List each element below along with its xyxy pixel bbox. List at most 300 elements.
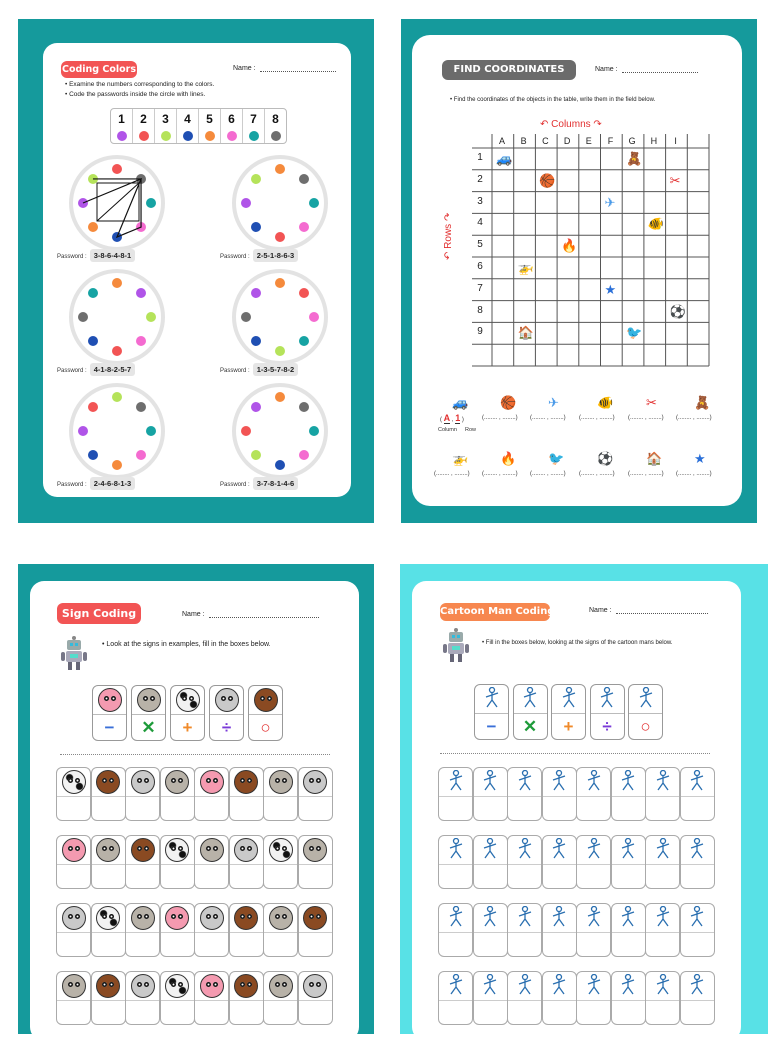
answer-box[interactable]	[263, 971, 298, 1025]
instructions	[65, 80, 214, 100]
airplane-icon: ✈	[604, 194, 616, 210]
answer-box[interactable]	[229, 971, 264, 1025]
stick-man-icon	[481, 906, 499, 931]
cow-icon	[62, 770, 86, 794]
sign-key-man	[629, 685, 662, 714]
answer-box[interactable]	[125, 971, 160, 1025]
color-circle[interactable]	[232, 383, 328, 479]
password-value: 4-1-8-2-5-7	[90, 363, 136, 376]
answer-box[interactable]	[160, 767, 195, 821]
color-dot	[78, 312, 88, 322]
pig-icon	[200, 770, 224, 794]
row-header: 7	[477, 282, 483, 294]
instruction-line: • Fill in the boxes below, looking at the signs of the cartoon mans below.	[482, 638, 673, 648]
color-dot	[241, 198, 251, 208]
page-title: FIND COORDINATES	[442, 60, 576, 80]
color-dot	[88, 288, 98, 298]
stick-man-icon	[598, 687, 616, 712]
password-caption: Password :	[57, 482, 87, 488]
sheep-icon	[131, 974, 155, 998]
divider	[60, 754, 330, 755]
sign-key-animal	[210, 686, 243, 715]
teddy-bear-icon: 🧸	[626, 151, 643, 166]
answer-man	[474, 836, 507, 865]
stick-man-icon	[637, 687, 655, 712]
color-dot	[241, 312, 251, 322]
instruction	[450, 95, 655, 105]
stick-man-icon	[654, 838, 672, 863]
answer-box[interactable]	[91, 971, 126, 1025]
answer-animal	[57, 904, 90, 933]
answer-box[interactable]	[263, 903, 298, 957]
answer-box[interactable]	[473, 971, 508, 1025]
key-number: 7	[250, 111, 257, 126]
sign-key-man	[475, 685, 508, 714]
column-header: B	[520, 136, 527, 146]
coordinate-blank[interactable]: (........ , ........)	[628, 415, 664, 421]
color-circle[interactable]	[69, 269, 165, 365]
password-value: 2-5-1-8-6-3	[253, 249, 299, 262]
car-icon: 🚙	[452, 395, 469, 410]
coordinate-blank[interactable]: (........ , ........)	[579, 471, 615, 477]
instruction	[482, 638, 673, 648]
answer-man	[543, 768, 576, 797]
key-number: 4	[184, 111, 191, 126]
bull-icon	[234, 906, 258, 930]
answer-box[interactable]	[473, 835, 508, 889]
stick-man-icon	[619, 770, 637, 795]
password-value: 3-7-8-1-4-6	[253, 477, 299, 490]
stick-man-icon	[688, 770, 706, 795]
answer-man	[474, 972, 507, 1001]
answer-box[interactable]	[576, 835, 611, 889]
sign-symbol: +	[563, 717, 574, 736]
color-circle[interactable]	[232, 269, 328, 365]
answer-box[interactable]	[229, 835, 264, 889]
password-caption: Password :	[220, 368, 250, 374]
sign-key-box	[590, 684, 625, 740]
answer-box[interactable]	[611, 835, 646, 889]
color-dot	[299, 402, 309, 412]
answer-animal	[126, 904, 159, 933]
answer-man	[543, 972, 576, 1001]
bull-icon	[234, 770, 258, 794]
key-color-dot	[161, 131, 171, 141]
row-header: 1	[477, 152, 483, 163]
sign-key-box	[92, 685, 127, 741]
stick-man-icon	[516, 838, 534, 863]
stick-man-icon	[481, 974, 499, 999]
color-dot	[112, 278, 122, 288]
instruction-line: • Code the passwords inside the circle with lines.	[65, 90, 214, 100]
starfish-icon: ★	[694, 451, 706, 466]
row-header: 8	[477, 304, 483, 316]
sign-key-box	[209, 685, 244, 741]
stick-man-icon	[654, 770, 672, 795]
password-value: 3-8-6-4-8-1	[90, 249, 136, 262]
answer-box[interactable]	[680, 903, 715, 957]
car-icon: 🚙	[496, 151, 513, 166]
column-header: A	[498, 136, 505, 146]
bull-icon	[234, 974, 258, 998]
answer-box[interactable]	[91, 835, 126, 889]
key-color-dot	[271, 131, 281, 141]
sign-key-box	[131, 685, 166, 741]
answer-box[interactable]	[298, 971, 333, 1025]
answer-box[interactable]	[160, 903, 195, 957]
color-circle[interactable]	[232, 155, 328, 251]
answer-animal	[264, 904, 297, 933]
answer-animal	[57, 972, 90, 1001]
fish-icon: 🐠	[647, 216, 665, 232]
stick-man-icon	[550, 770, 568, 795]
row-header: 3	[477, 195, 483, 207]
answer-box[interactable]	[438, 767, 473, 821]
answer-box[interactable]	[125, 835, 160, 889]
answer-man	[681, 904, 714, 933]
sheep-icon	[215, 688, 239, 712]
password-label	[57, 249, 135, 262]
stick-man-icon	[688, 974, 706, 999]
pig-icon	[165, 906, 189, 930]
answer-box[interactable]	[680, 835, 715, 889]
stick-man-icon	[688, 906, 706, 931]
answer-box[interactable]	[263, 835, 298, 889]
sign-coding-card	[30, 581, 359, 1041]
name-field[interactable]	[233, 65, 336, 72]
fish-icon: 🐠	[597, 395, 614, 410]
key-cell	[221, 109, 243, 143]
bull-icon	[303, 906, 327, 930]
color-dot	[78, 426, 88, 436]
sheep-icon	[303, 974, 327, 998]
answer-man	[577, 836, 610, 865]
answer-box[interactable]	[438, 835, 473, 889]
answer-box[interactable]	[680, 767, 715, 821]
answer-man	[612, 904, 645, 933]
answer-animal	[57, 836, 90, 865]
goat-icon	[137, 688, 161, 712]
robot-icon	[58, 635, 90, 671]
coordinate-blank[interactable]: (........ , ........)	[676, 415, 712, 421]
bull-icon	[131, 838, 155, 862]
stick-man-icon	[619, 838, 637, 863]
answer-man	[612, 836, 645, 865]
answer-man	[439, 836, 472, 865]
goat-icon	[200, 838, 224, 862]
answer-box[interactable]	[473, 903, 508, 957]
cow-icon	[176, 688, 200, 712]
answer-box[interactable]	[298, 767, 333, 821]
answer-box[interactable]	[194, 903, 229, 957]
name-label: Name :	[595, 66, 618, 73]
page-title: Coding Colors	[61, 61, 137, 78]
key-number: 3	[162, 111, 169, 126]
answer-box[interactable]	[576, 971, 611, 1025]
sign-key-box	[248, 685, 283, 741]
answer-box[interactable]	[645, 971, 680, 1025]
sign-key-man	[514, 685, 547, 714]
color-dot	[136, 402, 146, 412]
sign-key-animal	[249, 686, 282, 715]
name-field[interactable]	[182, 611, 319, 618]
answer-box[interactable]	[194, 835, 229, 889]
answer-box[interactable]	[542, 767, 577, 821]
answer-animal	[161, 972, 194, 1001]
color-circle[interactable]	[69, 155, 165, 251]
coordinate-blank[interactable]: (........ , ........)	[434, 471, 470, 477]
coordinate-blank[interactable]: (........ , ........)	[579, 415, 615, 421]
robot-icon	[440, 627, 472, 663]
stick-man-icon	[483, 687, 501, 712]
goat-icon	[303, 838, 327, 862]
answer-man	[439, 904, 472, 933]
color-dot	[275, 164, 285, 174]
coordinate-blank[interactable]: (........ , ........)	[676, 471, 712, 477]
answer-man	[681, 836, 714, 865]
answer-animal	[264, 836, 297, 865]
color-dot	[146, 426, 156, 436]
stick-man-icon	[560, 687, 578, 712]
answer-man	[508, 904, 541, 933]
answer-box[interactable]	[542, 903, 577, 957]
answer-animal	[92, 972, 125, 1001]
stick-man-icon	[516, 974, 534, 999]
password-value: 1-3-5-7-8-2	[253, 363, 299, 376]
stick-man-icon	[447, 838, 465, 863]
instruction-line: • Examine the numbers corresponding to the colors.	[65, 80, 214, 90]
answer-box[interactable]	[507, 835, 542, 889]
stick-man-icon	[654, 974, 672, 999]
name-field[interactable]	[595, 66, 698, 73]
color-dot	[309, 426, 319, 436]
answer-box[interactable]	[194, 767, 229, 821]
sign-symbol: ✕	[522, 717, 538, 736]
rows-label-text: Rows	[443, 223, 454, 249]
answer-man	[681, 972, 714, 1001]
answer-box[interactable]	[56, 971, 91, 1025]
color-dot	[112, 346, 122, 356]
bull-icon	[254, 688, 278, 712]
password-label	[220, 477, 298, 490]
color-circle[interactable]	[69, 383, 165, 479]
answer-box[interactable]	[473, 767, 508, 821]
starfish-icon: ★	[604, 281, 617, 297]
cow-icon	[165, 974, 189, 998]
coordinate-blank[interactable]: (........ , ........)	[530, 471, 566, 477]
answer-box[interactable]	[160, 835, 195, 889]
sign-key-box	[551, 684, 586, 740]
answer-box[interactable]	[680, 971, 715, 1025]
answer-box[interactable]	[56, 767, 91, 821]
password-label	[220, 249, 298, 262]
answer-box[interactable]	[160, 971, 195, 1025]
answer-man	[646, 904, 679, 933]
answer-animal	[299, 972, 332, 1001]
sign-key-box	[513, 684, 548, 740]
house-icon: 🏠	[517, 325, 534, 341]
key-cell	[265, 109, 286, 143]
answer-animal	[230, 836, 263, 865]
answer-man	[543, 836, 576, 865]
key-number: 2	[140, 111, 147, 126]
color-dot	[275, 392, 285, 402]
column-header: C	[542, 136, 549, 146]
row-header: 6	[477, 261, 483, 272]
column-header: D	[563, 136, 571, 146]
answer-box[interactable]	[91, 903, 126, 957]
answer-box[interactable]	[645, 903, 680, 957]
goat-icon	[269, 906, 293, 930]
answer-box[interactable]	[611, 903, 646, 957]
name-label: Name :	[233, 65, 256, 72]
coordinate-blank[interactable]: (........ , ........)	[482, 415, 518, 421]
password-caption: Password :	[57, 368, 87, 374]
name-label: Name :	[589, 607, 612, 614]
row-header: 4	[477, 217, 483, 229]
color-dot	[136, 336, 146, 346]
answer-box[interactable]	[576, 903, 611, 957]
answer-animal	[299, 904, 332, 933]
key-number: 5	[206, 111, 213, 126]
goat-icon	[62, 974, 86, 998]
answer-box[interactable]	[229, 767, 264, 821]
color-dot	[299, 336, 309, 346]
color-dot	[309, 198, 319, 208]
name-label: Name :	[182, 611, 205, 618]
grid-lines	[472, 134, 712, 384]
sign-symbol: ○	[260, 718, 271, 737]
answer-man	[577, 972, 610, 1001]
color-dot	[88, 450, 98, 460]
key-color-dot	[205, 131, 215, 141]
answer-man	[681, 768, 714, 797]
sign-symbol: ✕	[141, 718, 156, 737]
answer-box[interactable]	[91, 767, 126, 821]
answer-box[interactable]	[56, 903, 91, 957]
answer-box[interactable]	[611, 767, 646, 821]
color-dot	[146, 312, 156, 322]
answer-box[interactable]	[611, 971, 646, 1025]
answer-box[interactable]	[194, 971, 229, 1025]
scissors-icon: ✂	[669, 172, 681, 188]
instruction-line: • Find the coordinates of the objects in the table, write them in the field below.	[450, 95, 655, 105]
color-key	[110, 108, 287, 144]
stick-man-icon	[585, 770, 603, 795]
color-dot	[275, 460, 285, 470]
answer-man	[646, 836, 679, 865]
example-answer[interactable]: ( A , 1 )	[440, 413, 464, 423]
row-caption: Row	[465, 427, 477, 433]
instruction	[102, 640, 271, 650]
sign-key-animal	[93, 686, 126, 715]
goat-icon	[269, 974, 293, 998]
answer-animal	[195, 836, 228, 865]
answer-box[interactable]	[542, 835, 577, 889]
color-dot	[251, 402, 261, 412]
sign-symbol: ○	[640, 717, 651, 736]
answer-box[interactable]	[507, 903, 542, 957]
name-field[interactable]	[589, 607, 708, 614]
answer-box[interactable]	[438, 903, 473, 957]
goat-icon	[269, 770, 293, 794]
sign-key-animal	[171, 686, 204, 715]
answer-box[interactable]	[125, 767, 160, 821]
basketball-icon: 🏀	[500, 395, 517, 410]
coordinate-blank[interactable]: (........ , ........)	[530, 415, 566, 421]
password-value: 2-4-6-8-1-3	[90, 477, 136, 490]
answer-box[interactable]	[56, 835, 91, 889]
soccer-ball-icon: ⚽	[669, 303, 686, 319]
stick-man-icon	[654, 906, 672, 931]
cow-icon	[96, 906, 120, 930]
key-number: 6	[228, 111, 235, 126]
answer-box[interactable]	[263, 767, 298, 821]
coordinate-blank[interactable]: (........ , ........)	[482, 471, 518, 477]
answer-animal	[161, 768, 194, 797]
answer-box[interactable]	[542, 971, 577, 1025]
key-cell	[243, 109, 265, 143]
answer-animal	[299, 836, 332, 865]
answer-box[interactable]	[645, 767, 680, 821]
color-dot	[251, 336, 261, 346]
color-dot	[241, 426, 251, 436]
answer-box[interactable]	[125, 903, 160, 957]
stick-man-icon	[550, 906, 568, 931]
answer-box[interactable]	[507, 971, 542, 1025]
soccer-ball-icon: ⚽	[597, 451, 614, 466]
color-dot	[88, 402, 98, 412]
sheep-icon	[234, 838, 258, 862]
answer-animal	[230, 768, 263, 797]
example-row: 1	[455, 413, 461, 423]
row-header: 9	[477, 326, 483, 338]
stick-man-icon	[619, 974, 637, 999]
answer-box[interactable]	[298, 835, 333, 889]
answer-animal	[92, 904, 125, 933]
cartoon-man-card	[412, 581, 741, 1041]
answer-box[interactable]	[645, 835, 680, 889]
answer-box[interactable]	[438, 971, 473, 1025]
color-dot	[309, 312, 319, 322]
key-cell	[111, 109, 133, 143]
bird-icon: 🐦	[626, 325, 643, 341]
fire-bird-icon: 🔥	[561, 238, 578, 254]
answer-box[interactable]	[298, 903, 333, 957]
color-dot	[136, 288, 146, 298]
key-color-dot	[227, 131, 237, 141]
columns-label-text: Columns	[551, 119, 591, 130]
answer-box[interactable]	[576, 767, 611, 821]
bull-icon	[96, 974, 120, 998]
coordinate-blank[interactable]: (........ , ........)	[628, 471, 664, 477]
sign-key-man	[552, 685, 585, 714]
rows-label: ↶ Rows ↷	[443, 212, 454, 260]
key-color-dot	[139, 131, 149, 141]
answer-man	[439, 768, 472, 797]
sign-key-man	[591, 685, 624, 714]
color-dot	[299, 174, 309, 184]
pig-icon	[200, 974, 224, 998]
color-dot	[299, 288, 309, 298]
answer-box[interactable]	[229, 903, 264, 957]
password-label	[220, 363, 298, 376]
color-dot	[88, 336, 98, 346]
answer-box[interactable]	[507, 767, 542, 821]
answer-man	[543, 904, 576, 933]
color-dot	[112, 460, 122, 470]
answer-animal	[126, 972, 159, 1001]
